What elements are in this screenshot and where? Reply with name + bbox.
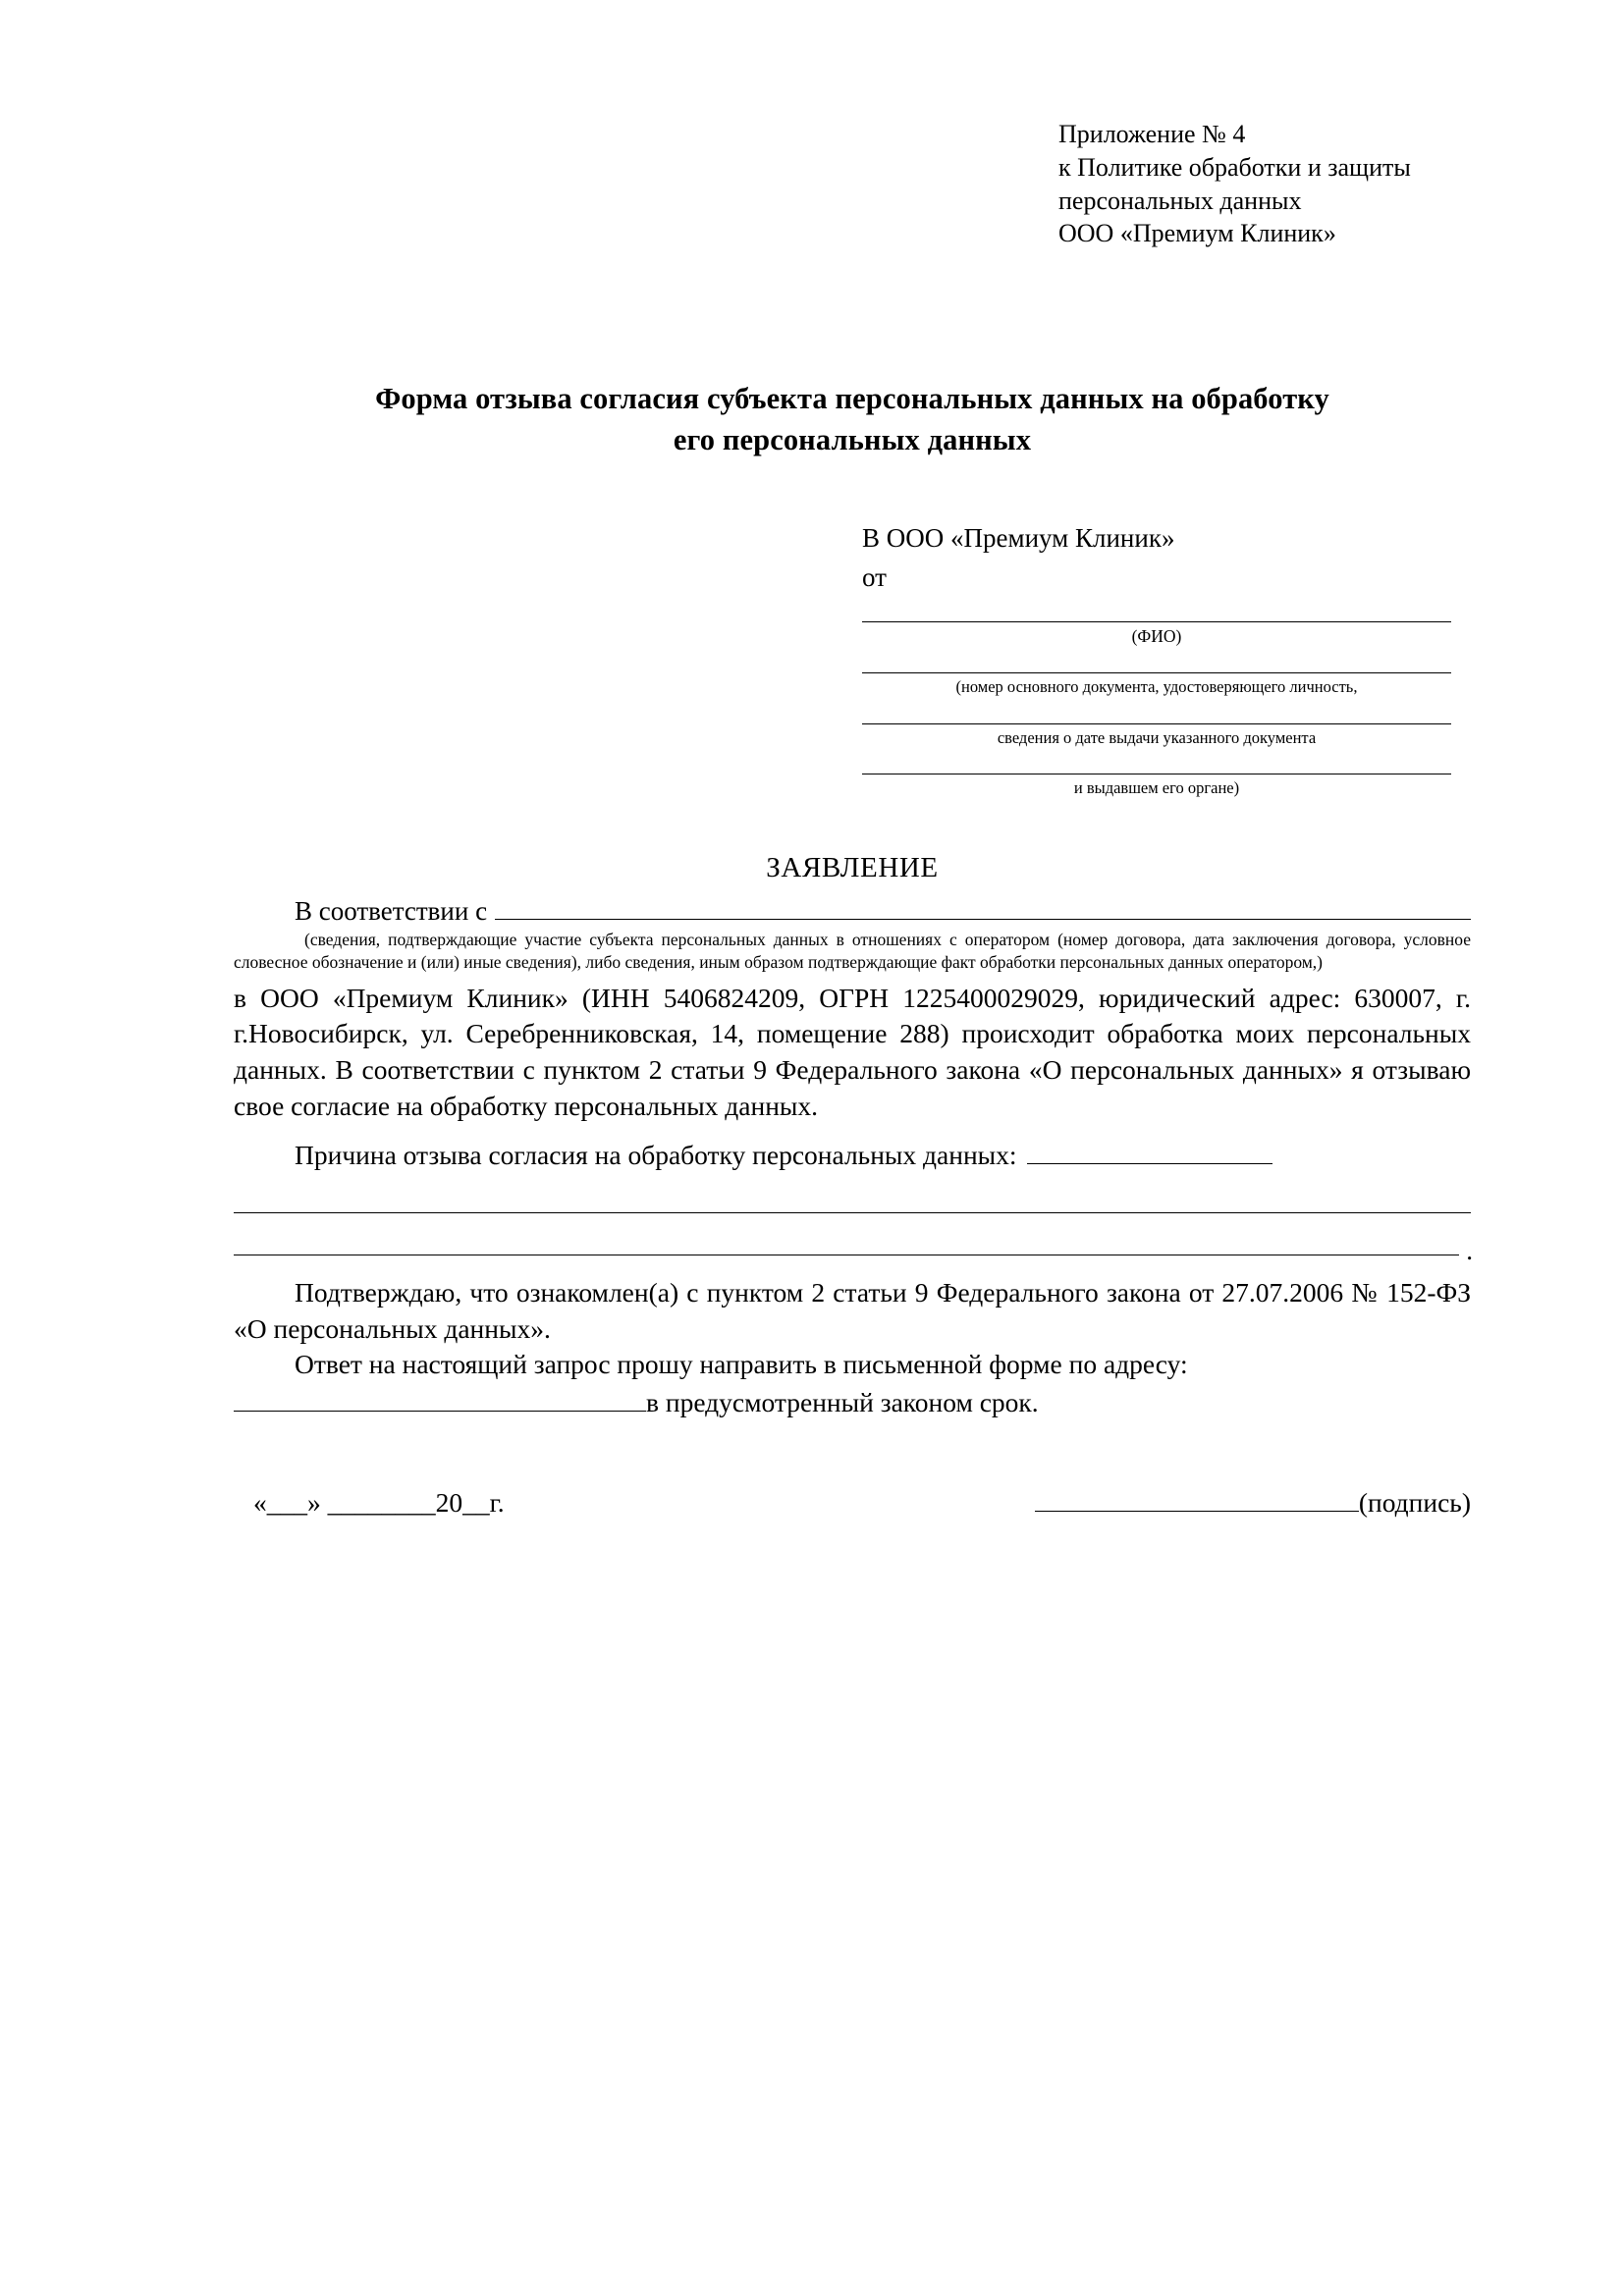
- fio-input-line[interactable]: [862, 621, 1451, 622]
- document-date-input-line[interactable]: [862, 723, 1451, 724]
- statement-body: [234, 981, 1471, 1124]
- confirmation-text: Подтверждаю, что ознакомлен(а) с пунктом 2 статьи 9 Федерального закона от 27.07.2006 № 152-ФЗ «О персональных данных».: [234, 1277, 1471, 1344]
- document-content: [234, 118, 1471, 1519]
- signature-input-line[interactable]: [1035, 1489, 1359, 1512]
- issuing-authority-caption: и выдавшем его органе): [1073, 778, 1240, 798]
- answer-address-tail: в предусмотренный законом срок.: [646, 1386, 1039, 1417]
- header-block: [234, 118, 1471, 250]
- page-title: [234, 378, 1471, 460]
- date-template[interactable]: «___» ________20__г.: [253, 1486, 505, 1518]
- page-title-line-1: Форма отзыва согласия субъекта персональных данных на обработку: [375, 382, 1329, 416]
- reason-input-line-2[interactable]: [234, 1212, 1471, 1213]
- accordance-note: [234, 929, 1471, 975]
- answer-request-text: Ответ на настоящий запрос прошу направить в письменной форме по адресу:: [295, 1349, 1188, 1380]
- document-number-input-line[interactable]: [862, 672, 1451, 673]
- answer-address-input-line[interactable]: [234, 1389, 646, 1412]
- addressee-from-label: от: [862, 561, 887, 592]
- statement-body-text: в ООО «Премиум Клиник» (ИНН 5406824209, ОГРН 1225400029029, юридический адрес: 630007, г. г.Новосибирск, ул. Серебренниковская, 14, помещение 288) происходит обработка моих персональных данных. В соответствии с пунктом 2 статьи 9 Федерального закона «О персональных данных» я отзываю свое согласие на обработку персональных данных.: [234, 982, 1471, 1121]
- signature-row: [234, 1487, 1471, 1519]
- page-title-line-2: его персональных данных: [673, 423, 1032, 457]
- accordance-row: [234, 896, 1471, 927]
- statement-heading: ЗАЯВЛЕНИЕ: [766, 851, 939, 883]
- answer-address-row: [234, 1387, 1471, 1418]
- addressee-block: [862, 521, 1451, 798]
- appendix-line-4: ООО «Премиум Клиник»: [1058, 219, 1336, 248]
- addressee-organization: В ООО «Премиум Клиник»: [862, 523, 1175, 554]
- fio-caption: (ФИО): [1131, 625, 1182, 646]
- appendix-line-1: Приложение № 4: [1058, 120, 1246, 148]
- document-number-caption: (номер основного документа, удостоверяющего личность,: [955, 677, 1358, 697]
- appendix-line-2: к Политике обработки и защиты: [1058, 152, 1411, 182]
- accordance-label: В соответствии с: [295, 895, 488, 926]
- reason-row: [234, 1140, 1471, 1171]
- signature-label: (подпись): [1358, 1486, 1471, 1518]
- appendix-line-3: персональных данных: [1058, 186, 1302, 215]
- reason-period: .: [1466, 1236, 1473, 1266]
- reason-input-line-1[interactable]: [1027, 1144, 1272, 1164]
- appendix-reference: [1058, 118, 1471, 250]
- confirmation-block: [234, 1275, 1471, 1383]
- accordance-note-text: (сведения, подтверждающие участие субъекта персональных данных в отношениях с оператором (номер договора, дата заключения договора, условное словесное обозначение и (или) иные сведения), либо сведения, иным образом подтверждающие факт обработки персональных данных оператором,): [234, 929, 1471, 973]
- reason-label: Причина отзыва согласия на обработку персональных данных:: [295, 1140, 1017, 1171]
- accordance-input-line[interactable]: [495, 897, 1471, 920]
- document-date-caption: сведения о дате выдачи указанного документа: [997, 727, 1317, 747]
